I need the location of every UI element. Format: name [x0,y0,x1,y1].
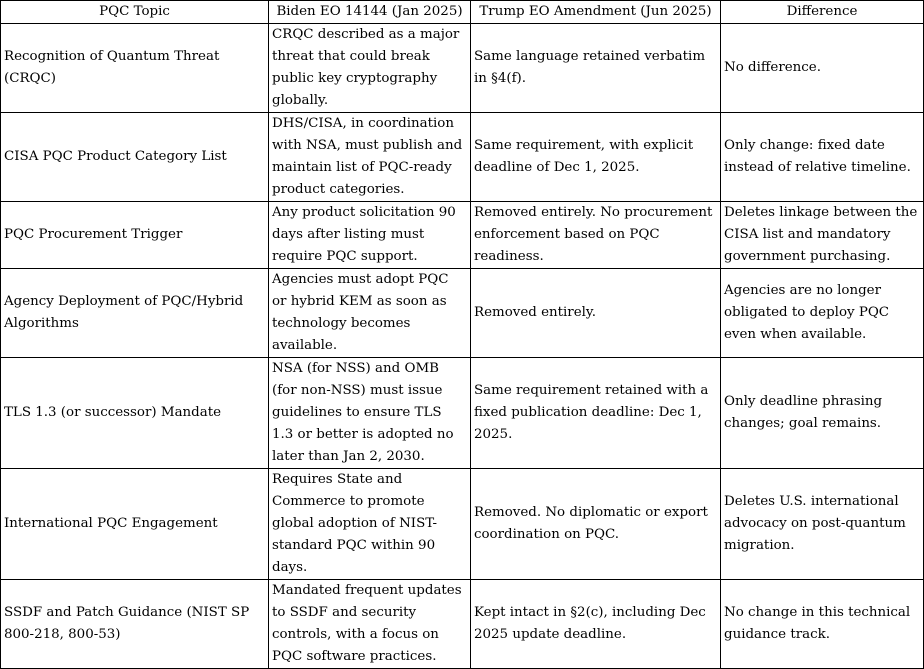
cell-topic: Recognition of Quantum Threat (CRQC) [1,24,269,113]
table-row [1,469,924,580]
cell-biden: Any product solicitation 90 days after listing must require PQC support. [269,202,471,269]
table-row [1,24,924,113]
header-trump: Trump EO Amendment (Jun 2025) [471,1,721,24]
cell-difference: Agencies are no longer obligated to deploy PQC even when available. [721,269,924,358]
header-difference: Difference [721,1,924,24]
header-topic: PQC Topic [1,1,269,24]
cell-difference: No difference. [721,24,924,113]
cell-topic: SSDF and Patch Guidance (NIST SP 800-218, 800-53) [1,580,269,669]
table-row [1,580,924,669]
header-biden: Biden EO 14144 (Jan 2025) [269,1,471,24]
cell-biden: Mandated frequent updates to SSDF and security controls, with a focus on PQC software practices. [269,580,471,669]
cell-trump: Removed. No diplomatic or export coordination on PQC. [471,469,721,580]
cell-topic: PQC Procurement Trigger [1,202,269,269]
cell-difference: No change in this technical guidance track. [721,580,924,669]
cell-trump: Same requirement, with explicit deadline of Dec 1, 2025. [471,113,721,202]
table-row [1,358,924,469]
header-row [1,1,924,24]
cell-difference: Only change: fixed date instead of relative timeline. [721,113,924,202]
cell-topic: Agency Deployment of PQC/Hybrid Algorithms [1,269,269,358]
cell-topic: CISA PQC Product Category List [1,113,269,202]
cell-biden: NSA (for NSS) and OMB (for non-NSS) must issue guidelines to ensure TLS 1.3 or better is adopted no later than Jan 2, 2030. [269,358,471,469]
cell-topic: TLS 1.3 (or successor) Mandate [1,358,269,469]
cell-difference: Deletes U.S. international advocacy on post-quantum migration. [721,469,924,580]
cell-biden: Agencies must adopt PQC or hybrid KEM as soon as technology becomes available. [269,269,471,358]
cell-trump: Removed entirely. [471,269,721,358]
cell-biden: Requires State and Commerce to promote global adoption of NIST-standard PQC within 90 days. [269,469,471,580]
table-row [1,269,924,358]
cell-difference: Only deadline phrasing changes; goal remains. [721,358,924,469]
cell-difference: Deletes linkage between the CISA list and mandatory government purchasing. [721,202,924,269]
cell-trump: Kept intact in §2(c), including Dec 2025 update deadline. [471,580,721,669]
cell-trump: Same requirement retained with a fixed publication deadline: Dec 1, 2025. [471,358,721,469]
table-row [1,113,924,202]
table-row [1,202,924,269]
cell-trump: Removed entirely. No procurement enforcement based on PQC readiness. [471,202,721,269]
cell-trump: Same language retained verbatim in §4(f). [471,24,721,113]
cell-topic: International PQC Engagement [1,469,269,580]
cell-biden: DHS/CISA, in coordination with NSA, must publish and maintain list of PQC-ready product categories. [269,113,471,202]
cell-biden: CRQC described as a major threat that could break public key cryptography globally. [269,24,471,113]
